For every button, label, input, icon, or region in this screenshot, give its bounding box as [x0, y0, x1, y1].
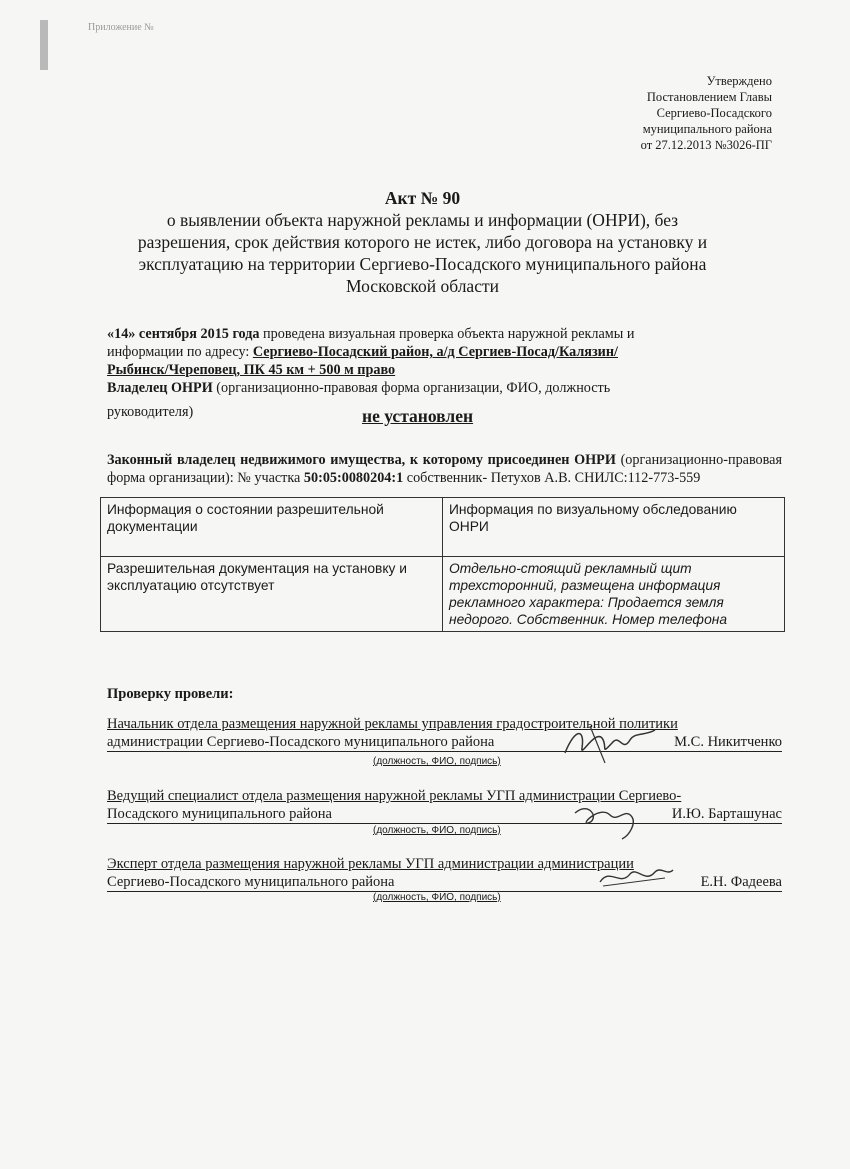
signer-position: Посадского муниципального района [107, 806, 332, 822]
table-header-permits: Информация о состоянии разрешительной документации [101, 498, 443, 557]
approval-line: Сергиево-Посадского [656, 106, 772, 120]
signer-position: администрации Сергиево-Посадского муниципального района [107, 734, 495, 750]
table-cell-permits: Разрешительная документация на установку и эксплуатацию отсутствует [101, 557, 443, 632]
approval-line: муниципального района [642, 122, 772, 136]
table-header-inspection: Информация по визуальному обследованию ОНРИ [443, 498, 785, 557]
approval-line: Постановлением Главы [646, 90, 772, 104]
act-number: Акт № 90 [384, 188, 461, 208]
inspection-text: информации по адресу: [107, 344, 253, 360]
signer-position: Эксперт отдела размещения наружной рекламы УГП администрации администрации [107, 856, 634, 872]
inspection-date: «14» сентября 2015 года [107, 326, 260, 342]
inspection-text: проведена визуальная проверка объекта наружной рекламы и [259, 326, 635, 342]
check-title: Проверку провели: [107, 686, 234, 702]
scan-smudge [40, 20, 48, 70]
owner-value: не установлен [362, 406, 474, 426]
signer-name: И.Ю. Барташунас [671, 806, 782, 822]
signature-caption: (должность, ФИО, подпись) [373, 825, 501, 836]
signer-block [107, 787, 782, 824]
signature-mark [570, 795, 650, 843]
approval-line: от 27.12.2013 №3026-ПГ [640, 138, 772, 152]
owner-label: Владелец ОНРИ [107, 380, 213, 396]
table-row [101, 557, 785, 632]
table-cell-inspection: Отдельно-стоящий рекламный щит трехсторонний, размещена информация рекламного характера: Продается земля недорого. Собственник. Номер телефона [443, 557, 785, 632]
inspection-address: Сергиево-Посадский район, а/д Сергиев-Посад/Калязин/ [252, 344, 618, 360]
signer-position: Ведущий специалист отдела размещения наружной рекламы УГП администрации Сергиево- [107, 788, 682, 804]
signer-block [107, 715, 782, 752]
act-title [100, 187, 745, 297]
title-line: Московской области [346, 276, 499, 296]
owner-description: руководителя) [107, 404, 194, 420]
plot-number: 50:05:0080204:1 [303, 470, 404, 486]
title-line: разрешения, срок действия которого не истек, либо договора на установку и [137, 232, 708, 252]
signature-mark [560, 718, 660, 768]
signature-caption: (должность, ФИО, подпись) [373, 756, 501, 767]
title-line: эксплуатацию на территории Сергиево-Посадского муниципального района [138, 254, 707, 274]
legal-owner-description: (организационно-правовая форма организации): № участка [107, 452, 782, 486]
approval-line: Утверждено [706, 74, 772, 88]
signer-block [107, 855, 782, 892]
info-table [100, 497, 785, 632]
inspection-paragraph [107, 325, 782, 379]
approval-block [641, 73, 772, 153]
legal-owner-name: Петухов А.В. СНИЛС:112-773-559 [490, 470, 701, 486]
signature-caption: (должность, ФИО, подпись) [373, 892, 501, 903]
signer-name: М.С. Никитченко [674, 734, 782, 750]
title-line: о выявлении объекта наружной рекламы и информации (ОНРИ), без [166, 210, 679, 230]
signer-name: Е.Н. Фадеева [700, 874, 782, 890]
legal-owner-text: собственник- [403, 470, 488, 486]
legal-owner-label: Законный владелец недвижимого имущества, к которому присоединен ОНРИ [107, 452, 616, 468]
owner-description: (организационно-правовая форма организации, ФИО, должность [212, 380, 611, 396]
header-note: Приложение № [88, 22, 154, 33]
inspection-address: Рыбинск/Череповец, ПК 45 км + 500 м право [107, 362, 396, 378]
signature-mark [595, 862, 675, 892]
signer-position: Начальник отдела размещения наружной рекламы управления градостроительной политики [107, 716, 678, 732]
legal-owner-paragraph [107, 451, 782, 487]
table-row [101, 498, 785, 557]
signer-position: Сергиево-Посадского муниципального района [107, 874, 395, 890]
